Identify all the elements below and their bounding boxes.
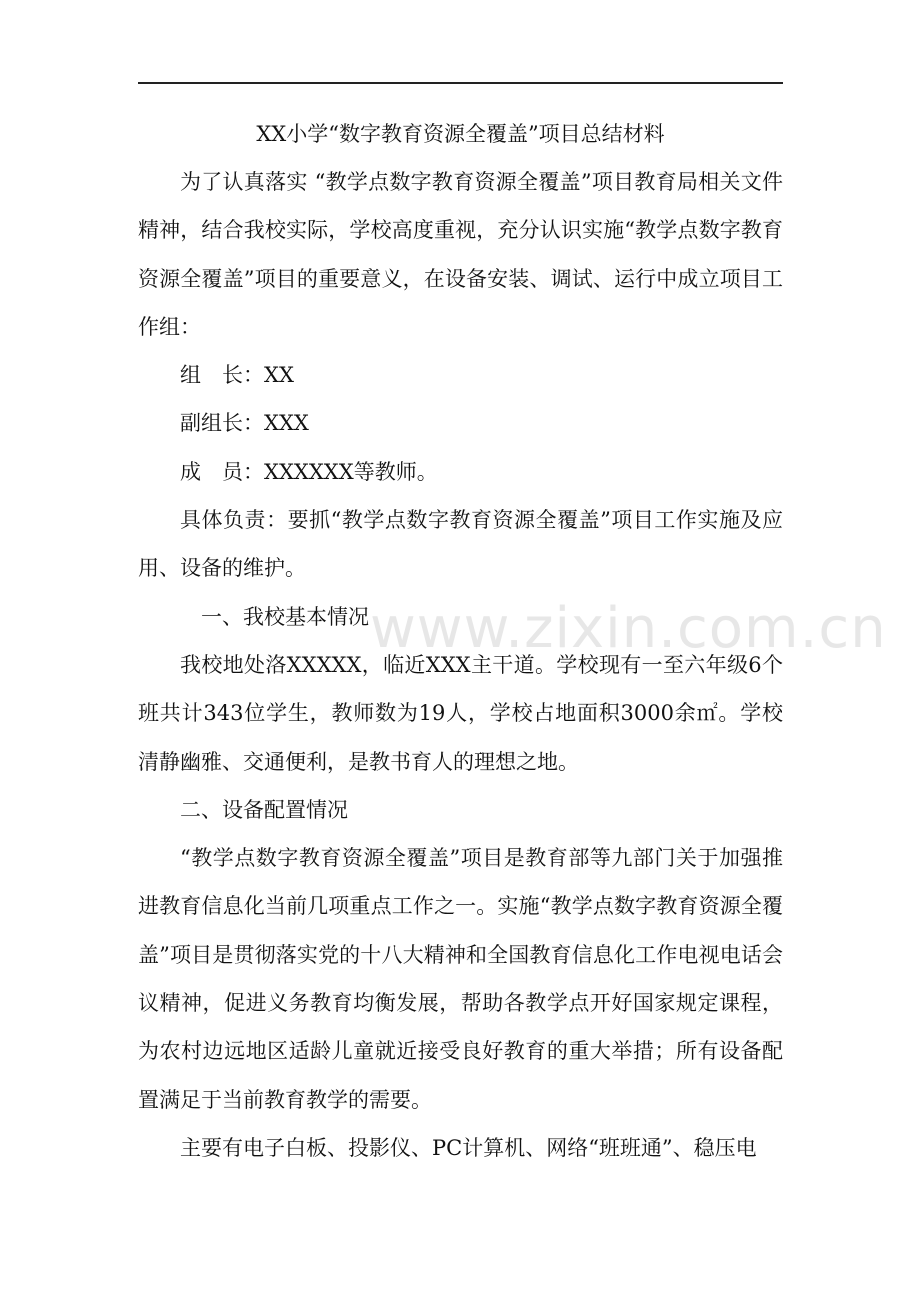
document-title: XX小学“数字教育资源全覆盖”项目总结材料 (256, 122, 665, 146)
paragraph-deputy-leader: 副组长：XXX (180, 411, 309, 436)
paragraph-leader: 组 长：XX (180, 363, 294, 388)
paragraph-basic-info: 我校地处洛XXXXX，临近XXX主干道。学校现有一至六年级6个班共计343位学生，教师数为19人，学校占地面积3000余㎡。学校清静幽雅、交通便利，是教书育人的理想之地。 (138, 652, 783, 774)
paragraph-responsibility: 具体负责：要抓“教学点数字教育资源全覆盖”项目工作实施及应用、设备的维护。 (138, 508, 783, 581)
document-body (138, 110, 783, 1172)
watermark: www.zixin.com.cn (370, 596, 887, 661)
paragraph-equipment-list: 主要有电子白板、投影仪、PC计算机、网络“班班通”、稳压电 (180, 1135, 757, 1160)
section-heading-basic-info: 一、我校基本情况 (201, 604, 369, 629)
paragraph-equipment: “教学点数字教育资源全覆盖”项目是教育部等九部门关于加强推进教育信息化当前几项重点工作之一。实施“教学点数字教育资源全覆盖”项目是贯彻落实党的十八大精神和全国教育信息化工作电视电话会议精神，促进义务教育均衡发展，帮助各教学点开好国家规定课程，为农村边远地区适龄儿童就近接受良好教育的重大举措；所有设备配置满足于当前教育教学的需要。 (138, 846, 783, 1112)
section-heading-equipment: 二、设备配置情况 (180, 797, 348, 822)
paragraph-members: 成 员：XXXXXX等教师。 (180, 459, 438, 484)
paragraph-intro: 为了认真落实 “教学点数字教育资源全覆盖”项目教育局相关文件精神，结合我校实际，学校高度重视，充分认识实施“教学点数字教育资源全覆盖”项目的重要意义，在设备安装、调试、运行中成立项目工作组： (138, 170, 783, 339)
header-rule (138, 82, 783, 84)
